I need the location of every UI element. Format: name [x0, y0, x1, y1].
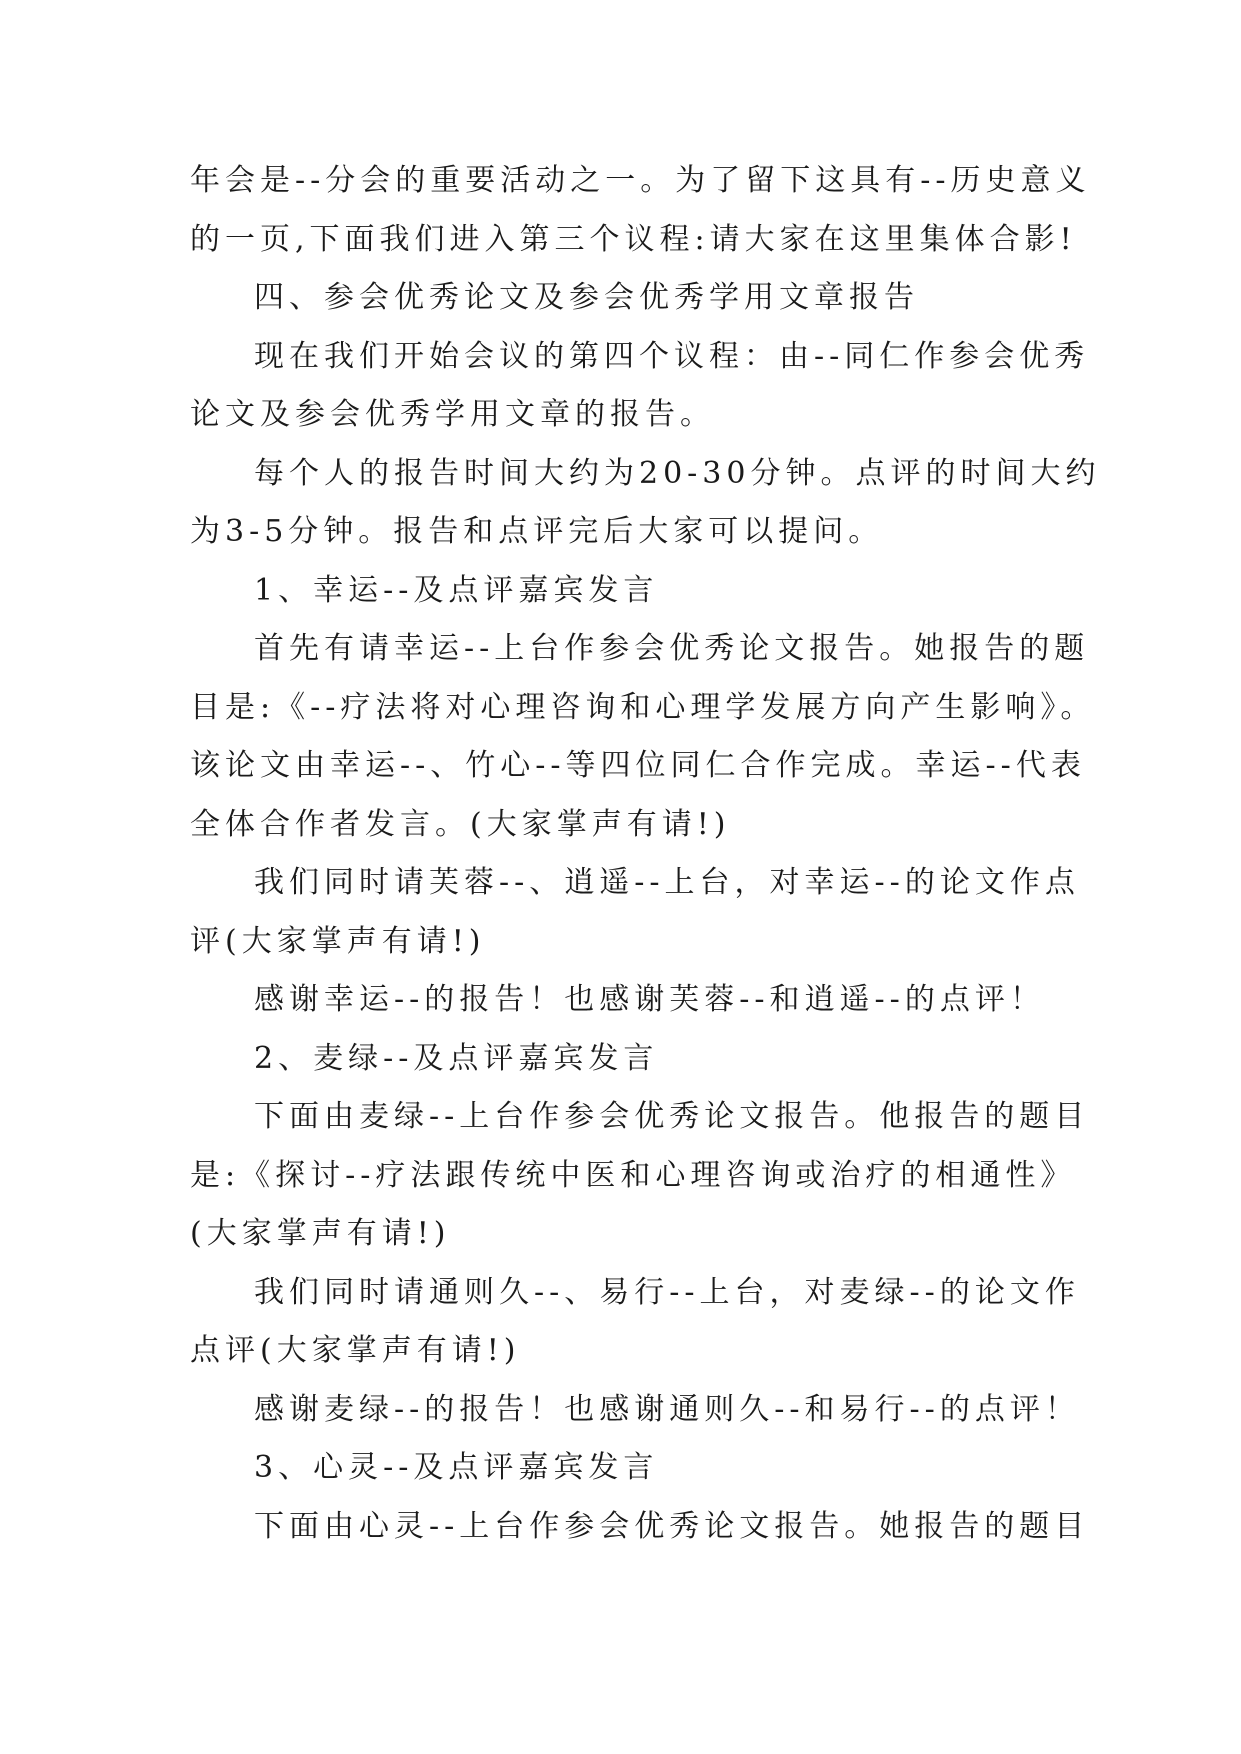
section-heading: 四、参会优秀论文及参会优秀学用文章报告 [254, 280, 919, 315]
text-line: 全体合作者发言。(大家掌声有请!) [190, 806, 731, 842]
text-line: 首先有请幸运--上台作参会优秀论文报告。她报告的题 [254, 631, 1090, 666]
text-line: 现在我们开始会议的第四个议程：由--同仁作参会优秀 [254, 338, 1090, 374]
text-line: 论文及参会优秀学用文章的报告。 [190, 397, 715, 432]
text-line: 每个人的报告时间大约为20-30分钟。点评的时间大约 [254, 455, 1101, 491]
text-line: (大家掌声有请!) [190, 1216, 451, 1251]
text-line: 点评(大家掌声有请!) [190, 1333, 521, 1368]
subsection-heading: 3、心灵--及点评嘉宾发言 [254, 1450, 659, 1485]
text-line: 该论文由幸运--、竹心--等四位同仁合作完成。幸运--代表 [190, 748, 1086, 783]
text-line: 我们同时请芙蓉--、逍遥--上台，对幸运--的论文作点 [254, 865, 1080, 900]
text-line: 感谢幸运--的报告！也感谢芙蓉--和逍遥--的点评！ [254, 982, 1045, 1017]
text-line: 我们同时请通则久--、易行--上台，对麦绿--的论文作 [254, 1274, 1080, 1310]
text-line: 感谢麦绿--的报告！也感谢通则久--和易行--的点评！ [254, 1391, 1080, 1427]
subsection-heading: 1、幸运--及点评嘉宾发言 [254, 572, 659, 608]
text-line: 的一页,下面我们进入第三个议程:请大家在这里集体合影! [190, 221, 1077, 257]
subsection-heading: 2、麦绿--及点评嘉宾发言 [254, 1040, 659, 1076]
text-line: 年会是--分会的重要活动之一。为了留下这具有--历史意义 [190, 163, 1091, 198]
text-line: 下面由麦绿--上台作参会优秀论文报告。他报告的题目 [254, 1099, 1090, 1134]
text-line: 评(大家掌声有请!) [190, 923, 486, 959]
document-body [190, 152, 1101, 1556]
text-line: 目是:《--疗法将对心理咨询和心理学发展方向产生影响》。 [190, 689, 1096, 725]
text-line: 为3-5分钟。报告和点评完后大家可以提问。 [190, 514, 884, 549]
text-line: 下面由心灵--上台作参会优秀论文报告。她报告的题目 [254, 1508, 1090, 1544]
text-line: 是:《探讨--疗法跟传统中医和心理咨询或治疗的相通性》 [190, 1157, 1076, 1193]
